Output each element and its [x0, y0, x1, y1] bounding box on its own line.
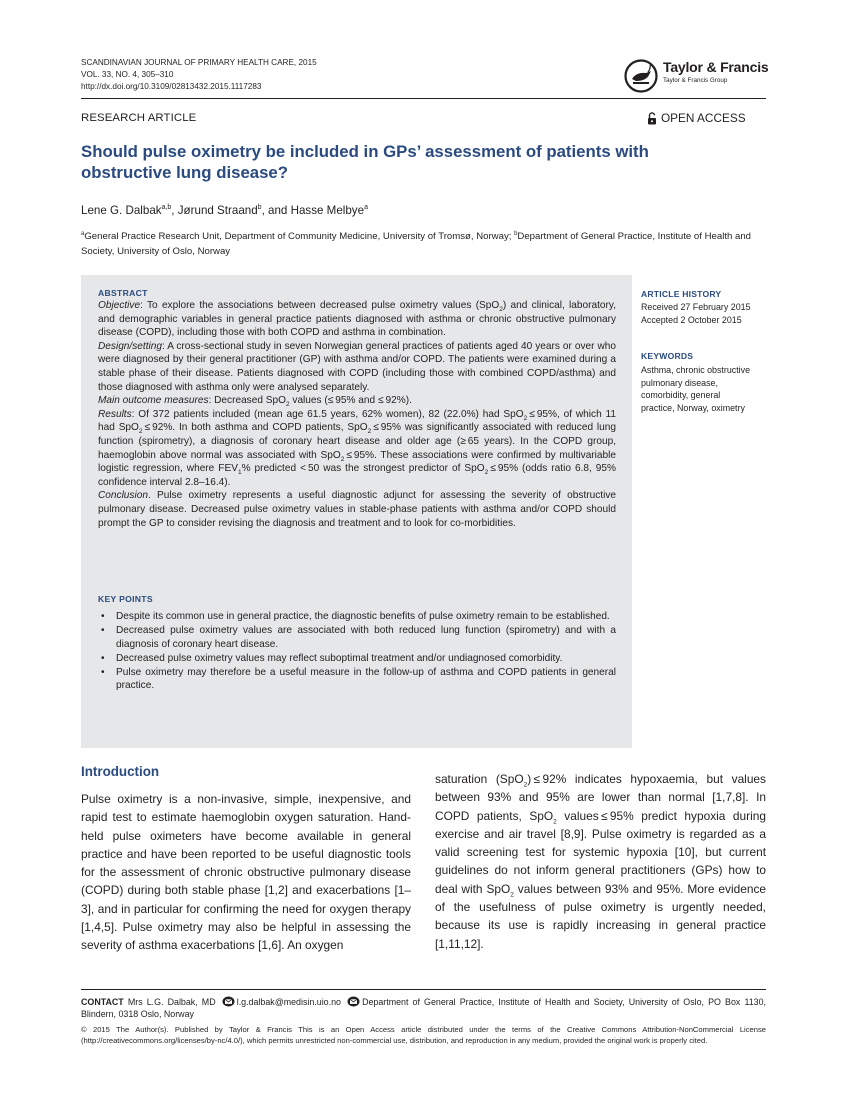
- abstract-outcome: Main outcome measures: Decreased SpO$_2$ values (≤ 95% and ≤ 92%).: [98, 395, 412, 409]
- abstract-heading: ABSTRACT: [98, 288, 148, 298]
- author-name: Jørund Straand: [177, 204, 258, 217]
- author-affiliation-mark: a,b: [161, 204, 172, 212]
- affiliation-mark: a: [81, 230, 85, 237]
- accepted-date: Accepted 2 October 2015: [641, 314, 742, 325]
- affiliations: [81, 230, 766, 259]
- email-icon: [222, 996, 235, 1007]
- publisher-group: Taylor & Francis Group: [663, 77, 728, 84]
- author-name: Lene G. Dalbak: [81, 204, 162, 217]
- keywords-heading: KEYWORDS: [641, 351, 694, 361]
- key-points-heading: KEY POINTS: [98, 594, 153, 604]
- contact-info: [81, 996, 766, 1020]
- header-rule: [81, 98, 766, 99]
- open-access-badge: [647, 111, 746, 125]
- journal-volume: VOL. 33, NO. 4, 305–310: [81, 70, 174, 79]
- keyword-line: Asthma, chronic obstructive: [641, 365, 751, 375]
- author-name: Hasse Melbye: [290, 204, 365, 217]
- abstract-objective: Objective: To explore the associations between decreased pulse oximetry values (SpO$_2$) and clinical, laboratory, and demographic variables in general practice patients diagnosed with asthma or chronic obstructive pulmonary disease (COPD), including those with both COPD and asthma in combination.: [98, 300, 617, 339]
- key-point-item: • Decreased pulse oximetry values may reflect suboptimal treatment and/or undiagnosed comorbidity.: [98, 652, 616, 666]
- abstract-conclusion: Conclusion. Pulse oximetry represents a useful diagnostic adjunct for assessing the severity of obstructive pulmonary disease. Decreased pulse oximetry values in stable-phase patients with asthma and/or COPD should prompt the GP to consider revising the diagnosis and treatment and to look for co-morbidities.: [98, 490, 616, 529]
- introduction-left-column: Pulse oximetry is a non-invasive, simple, inexpensive, and rapid test to estimate haemoglobin oxygen saturation. Hand-held pulse oximeters have become available in general practice and have been reported to be useful diagnostic tools for the assessment of chronic obstructive pulmonary disease (COPD) during both stable phase [1,2] and exacerbations [1–3], and in particular for confirming the need for oxygen therapy [1,4,5]. Pulse oximetry may also be helpful in assessing the severity of asthma exacerbations [1,6]. An oxygen: [81, 792, 411, 953]
- contact-label: CONTACT: [81, 997, 124, 1007]
- author-affiliation-mark: b: [257, 204, 262, 212]
- affiliation-text: Department of General Practice, Institute of Health and Society, University of Oslo, Norway: [81, 231, 751, 257]
- open-lock-icon: [647, 112, 657, 125]
- contact-email[interactable]: l.g.dalbak@medisin.uio.no: [236, 997, 341, 1007]
- author-affiliation-mark: a: [364, 204, 368, 212]
- publisher-logo: [624, 59, 774, 93]
- keywords-list: [641, 364, 767, 414]
- abstract-results: Results: Of 372 patients included (mean age 61.5 years, 62% women), 82 (22.0%) had SpO$_2$ ≤ 95%, of which 11 had SpO$_2$ ≤ 92%. In both asthma and COPD patients, SpO$_2$ ≤ 95% was significantly associated with reduced lung function (spirometry), a diagnosis of coronary heart disease and older age (≥ 65 years). In the COPD group, haemoglobin above normal was associated with SpO$_2$ ≤ 95%. These associations were confirmed by multivariable logistic regression, where $FEV_1\%$ predicted < 50 was the strongest predictor of SpO$_2$ ≤ 95% (odds ratio 6.8, 95% confidence interval 2.8–16.4).: [98, 408, 617, 488]
- article-title: Should pulse oximetry be included in GPs’ assessment of patients with obstructive lung disease?: [81, 142, 649, 182]
- license-text: © 2015 The Author(s). Published by Taylor & Francis This is an Open Access article distributed under the terms of the Creative Commons Attribution-NonCommercial License (http://creativecommons.org/licenses/by-nc/4.0/), which permits unrestricted non-commercial use, distribution, and reproduction in any medium, provided the original work is properly cited.: [81, 1025, 766, 1045]
- address-icon: [347, 996, 360, 1007]
- keyword-line: practice, Norway, oximetry: [641, 402, 745, 413]
- keyword-line: comorbidity, general: [641, 390, 721, 401]
- article-type: RESEARCH ARTICLE: [81, 112, 197, 124]
- abstract-text: [98, 299, 616, 530]
- key-point-item: • Despite its common use in general practice, the diagnostic benefits of pulse oximetry remain to be established.: [98, 610, 616, 624]
- open-access-label: OPEN ACCESS: [661, 111, 746, 125]
- publisher-name: Taylor & Francis: [663, 59, 769, 75]
- footer-rule: [81, 989, 766, 990]
- objective-body: : To explore the associations between decreased pulse oximetry values (SpO$_2$) and clinical, laboratory, and demographic variables in general practice patients diagnosed with asthma or chronic obstructive pulmonary disease (COPD), including those with both COPD and asthma in combination.: [98, 300, 617, 339]
- author-list: Lene G. Dalbak$^{a,b}$, Jørund Straand$^b$, and Hasse Melbye$^a$: [81, 204, 368, 217]
- abstract-design: Design/setting: A cross-sectional study in seven Norwegian general practices of patients aged 40 years or over who were diagnosed by their general practitioner (GP) with asthma and/or COPD. The patients were examined during a stable phase of their disease. Patients diagnosed with COPD (including those with combined COPD/asthma) and those diagnosed with asthma only were analysed separately.: [98, 340, 616, 393]
- journal-doi[interactable]: http://dx.doi.org/10.3109/02813432.2015.1117283: [81, 82, 262, 91]
- key-points-list: [98, 610, 616, 694]
- introduction-heading: Introduction: [81, 764, 160, 779]
- publisher-lamp-icon: [624, 59, 658, 93]
- affiliation-mark: b: [514, 230, 518, 237]
- key-point-item: • Pulse oximetry may therefore be a useful measure in the follow-up of asthma and COPD patients in general practice.: [98, 666, 616, 693]
- article-history-heading: ARTICLE HISTORY: [641, 289, 722, 299]
- journal-meta: [81, 57, 317, 93]
- key-point-item: • Decreased pulse oximetry values are associated with both reduced lung function (spirometry) and with a diagnosis of coronary heart disease.: [98, 624, 616, 651]
- introduction-right-column: saturation (SpO$_2$) ≤ 92% indicates hypoxaemia, but values between 93% and 95% are lower than normal [1,7,8]. In COPD patients, SpO$_2$ values ≤ 95% predict hypoxia during exercise and air travel [8,9]. Pulse oximetry is regarded as a valid screening test for systemic hypoxia [10], but current guidelines do not inform general practitioners (GPs) how to deal with SpO$_2$ values between 93% and 95%. More evidence of the usefulness of pulse oximetry is urgently needed, because its use is rapidly increasing in general practice [1,11,12].: [435, 772, 766, 951]
- contact-address: Department of General Practice, Institute of Health and Society, University of Oslo, PO Box 1130, Blindern, 0318 Oslo, Norway: [81, 997, 766, 1019]
- affiliation-text: General Practice Research Unit, Department of Community Medicine, University of Tromsø, Norway;: [84, 231, 515, 242]
- received-date: Received 27 February 2015: [641, 302, 751, 312]
- keyword-line: pulmonary disease,: [641, 377, 718, 388]
- article-history: [641, 301, 767, 326]
- journal-name: SCANDINAVIAN JOURNAL OF PRIMARY HEALTH CARE, 2015: [81, 58, 317, 67]
- contact-name: Mrs L.G. Dalbak, MD: [127, 997, 216, 1007]
